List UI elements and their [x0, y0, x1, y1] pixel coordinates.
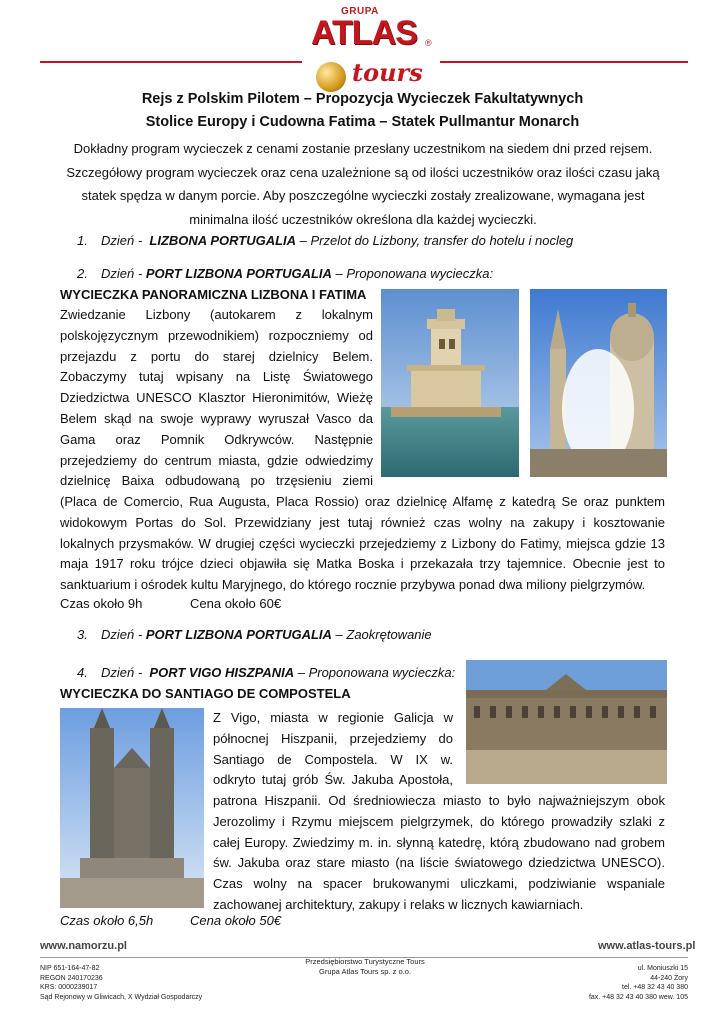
text-line: Santiago de Compostela. W IX w.: [213, 751, 453, 767]
day-3: [77, 627, 432, 642]
excursion-price: Cena około 50€: [190, 913, 282, 928]
text-line: sanktuarium i ośrodek kultu Maryjnego, do którego rocznie przybywa ponad dwa miliony pielgrzymów.: [60, 577, 646, 593]
logo-rule-left: [40, 61, 302, 63]
excursion-price: Cena około 60€: [190, 596, 282, 611]
text-line: całej Europy. Zwiedzimy m. in. słynną katedrę, którą zbudowano nad grobem: [213, 834, 665, 850]
fatima-sanctuary-photo: [530, 289, 667, 477]
day-1: [77, 233, 573, 248]
text-line: dzielnicę Baixa odbudowaną po trzęsieniu ziemi: [60, 473, 373, 489]
text-line: Zobaczymy tutaj wpisany na Listę Światowego: [60, 369, 373, 385]
day-place: LIZBONA PORTUGALIA: [149, 233, 297, 248]
intro-line: minimalna ilość uczestników określona dla każdej wycieczki.: [189, 211, 537, 227]
footer-company-name: [300, 957, 430, 977]
text-line: lokalnych przysmaków. W drugiej części wycieczki przejedziemy z Lizbony do Fatimy, miejsca gdzie 13: [60, 535, 665, 551]
footer-line: Sąd Rejonowy w Gliwicach, X Wydział Gospodarczy: [40, 993, 203, 1001]
footer-address: [560, 964, 688, 1002]
excursion-heading: WYCIECZKA PANORAMICZNA LIZBONA I FATIMA: [60, 287, 367, 302]
text-line: św. Jakuba oraz stare miasto (na liście światowego dziedzictwa UNESCO).: [213, 855, 665, 871]
text-line: zachowanej architektury, zakupy i relaks w licznych kawiarniach.: [213, 896, 584, 912]
logo-tours: tours: [352, 58, 423, 87]
day-number: 4.: [77, 665, 88, 680]
footer-line: ul. Moniuszki 15: [637, 965, 688, 972]
day-prefix: Dzień -: [101, 627, 143, 642]
text-line: patrona Hiszpanii. Od średniowiecza miasto to było najważniejszym obok: [213, 793, 665, 808]
text-line: Dziedzictwa UNESCO Klasztor Hieronimitów, Wieżę: [60, 390, 373, 406]
santiago-cathedral-photo: [60, 708, 204, 908]
intro-line: Szczegółowy program wycieczek oraz cena uzależnione są od ilości uczestników oraz ilości czasu jaką: [66, 164, 660, 180]
excursion-time: Czas około 6,5h: [60, 913, 154, 928]
text-line: (Placa de Comercio, Rua Augusta, Placa Rossio) oraz dzielnicę Alfamę z katedrą Se oraz punktem: [60, 494, 665, 509]
text-line: przejedziemy do centrum miasta, gdzie odwiedzimy: [60, 452, 373, 468]
intro-line: statek spędza w danym porcie. Aby poszczególne wycieczki zostały zrealizowane, wymagana jest: [81, 188, 645, 203]
day-description: – Proponowana wycieczka:: [331, 266, 494, 281]
footer-line: 44-240 Żory: [650, 974, 688, 982]
footer-line: Przedsiębiorstwo Turystyczne Tours: [305, 957, 425, 966]
day-number: 1.: [77, 233, 88, 248]
text-line: Z Vigo, miasta w regionie Galicja w: [213, 710, 453, 725]
day-2: [77, 266, 493, 281]
footer-website-left[interactable]: www.namorzu.pl: [40, 940, 127, 952]
footer-line: fax. +48 32 43 40 380 wew. 105: [588, 993, 688, 1001]
day-description: – Proponowana wycieczka:: [294, 665, 456, 680]
day-place: PORT LIZBONA PORTUGALIA: [145, 627, 332, 642]
day-prefix: Dzień -: [101, 233, 143, 248]
day-4: [77, 665, 455, 680]
globe-icon: [316, 62, 346, 92]
excursion-description-narrow: [213, 708, 453, 791]
day-prefix: Dzień -: [101, 665, 143, 680]
excursion-description-wide: [60, 492, 665, 596]
excursion-time: Czas około 9h: [60, 596, 143, 611]
logo-grupa: GRUPA: [341, 6, 379, 17]
text-line: odkryto tutaj grób Św. Jakuba Apostoła,: [213, 772, 453, 788]
day-place: PORT VIGO HISZPANIA: [149, 665, 295, 680]
text-line: Jerozolimy i Rzymu miejscem pielgrzymek, do którego prowadziły szlaki z: [213, 813, 665, 829]
footer-website-right[interactable]: www.atlas-tours.pl: [598, 940, 696, 952]
raxoi-palace-photo: [466, 660, 667, 784]
footer-line: NIP 651-164-47-82: [40, 965, 100, 972]
day-description: – Zaokrętowanie: [331, 627, 432, 642]
footer-line: Grupa Atlas Tours sp. z o.o.: [319, 967, 411, 976]
text-line: Zwiedzanie Lizbony (autokarem z lokalnym: [60, 307, 373, 322]
text-line: Belem skąd na swoje wyprawy wyruszał Vasco da: [60, 410, 373, 426]
day-prefix: Dzień -: [101, 266, 143, 281]
day-place: PORT LIZBONA PORTUGALIA: [145, 266, 332, 281]
excursion-description-narrow: [60, 305, 373, 492]
document-subtitle: Stolice Europy i Cudowna Fatima – Statek Pullmantur Monarch: [145, 114, 580, 130]
footer-company-registration: [40, 964, 202, 1002]
text-line: przejazdu z portu do starej dzielnicy Belem.: [60, 348, 373, 364]
text-line: widokowym Portas do Sol. Przewidziany jest tutaj również czas wolny na zakupy i kosztowanie: [60, 514, 665, 530]
logo-registered: ®: [425, 38, 432, 48]
day-number: 2.: [77, 266, 88, 281]
excursion-heading: WYCIECZKA DO SANTIAGO DE COMPOSTELA: [60, 686, 351, 701]
text-line: maja 1917 roku trójce dzieci objawiła się Matka Boska i przekazała trzy tajemnice. Obecnie jest to: [60, 556, 665, 572]
text-line: Czas wolny na spacer brukowanymi uliczkami, podziwianie wspaniale: [213, 876, 665, 892]
text-line: Gama oraz Pomnik Odkrywców. Następnie: [60, 431, 373, 447]
intro-line: Dokładny program wycieczek z cenami zostanie przesłany uczestnikom na siedem dni przed rejsem.: [73, 141, 653, 156]
belem-tower-photo: [381, 289, 519, 477]
day-description: – Przelot do Lizbony, transfer do hotelu i nocleg: [296, 233, 574, 248]
day-number: 3.: [77, 627, 88, 642]
footer-line: tel. +48 32 43 40 380: [622, 984, 688, 991]
excursion-description-wide: [213, 791, 665, 916]
document-title: Rejs z Polskim Pilotem – Propozycja Wycieczek Fakultatywnych: [141, 91, 584, 107]
logo-atlas: ATLAS: [311, 14, 417, 52]
logo-rule-right: [440, 61, 688, 63]
footer-line: KRS: 0000239017: [40, 984, 98, 991]
footer-line: REGON 240170236: [40, 974, 103, 982]
text-line: polskojęzycznym przewodnikiem) rozpoczniemy od: [60, 327, 373, 343]
intro-paragraph: [56, 137, 670, 231]
text-line: północnej Hiszpanii, przejedziemy do: [213, 730, 453, 746]
